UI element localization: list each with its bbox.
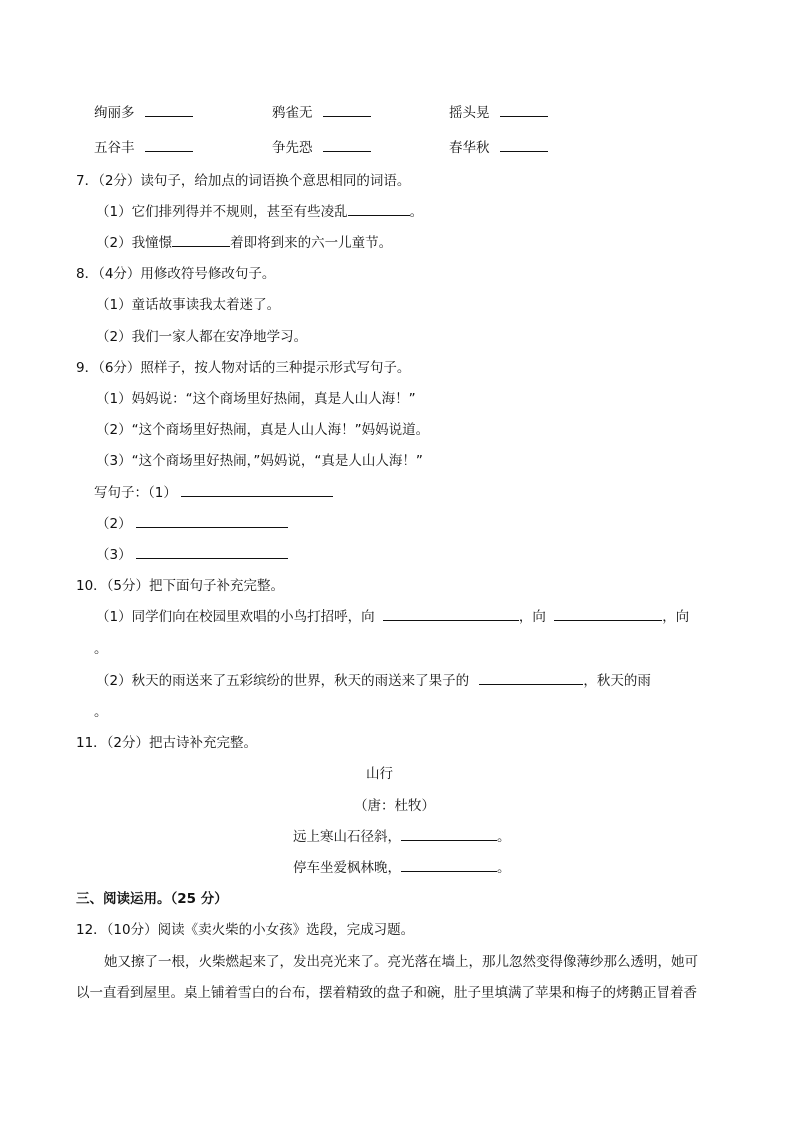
answer-blank[interactable] (500, 139, 548, 152)
q7-sentence-1: （1）它们排列得并不规则，甚至有些凌乱 。 (96, 204, 424, 220)
q9-example-3: （3）“这个商场里好热闹，”妈妈说，“真是人山人海！” (96, 453, 423, 469)
answer-blank[interactable] (323, 104, 371, 117)
word-fill-item: 春华秋 (449, 139, 548, 157)
answer-blank[interactable] (401, 828, 497, 841)
q10-sentence-2: （2）秋天的雨送来了五彩缤纷的世界，秋天的雨送来了果子的 ，秋天的雨 (96, 673, 651, 689)
answer-blank[interactable] (500, 104, 548, 117)
answer-blank[interactable] (145, 104, 193, 117)
word-fill-item: 鸦雀无 (272, 104, 371, 122)
q9-example-1: （1）妈妈说：“这个商场里好热闹，真是人山人海！” (96, 391, 416, 407)
q10-sentence-1: （1）同学们向在校园里欢唱的小鸟打招呼，向 ，向 ，向 (96, 609, 690, 625)
answer-blank[interactable] (401, 859, 497, 872)
q9-example-2: （2）“这个商场里好热闹，真是人山人海！”妈妈说道。 (96, 422, 430, 438)
answer-blank[interactable] (554, 608, 662, 621)
answer-blank[interactable] (323, 139, 371, 152)
q9-write-3: （3） (96, 546, 288, 564)
answer-blank[interactable] (136, 546, 288, 559)
q8-title: 8．（4分）用修改符号修改句子。 (76, 266, 276, 282)
poem-title: 山行 (366, 766, 393, 782)
poem-author: （唐：杜牧） (354, 798, 435, 814)
section-heading: 三、阅读运用。（25 分） (76, 891, 228, 907)
poem-line-2: 停车坐爱枫林晚， 。 (293, 860, 511, 876)
q10-sentence-1-end: 。 (94, 641, 108, 657)
answer-blank[interactable] (479, 672, 583, 685)
word-fill-item: 争先恐 (272, 139, 371, 157)
q7-sentence-2: （2）我憧憬 着即将到来的六一儿童节。 (96, 235, 393, 251)
answer-blank[interactable] (181, 484, 333, 497)
answer-blank[interactable] (172, 234, 230, 247)
word-fill-item: 摇头晃 (449, 104, 548, 122)
passage-line-2: 以一直看到屋里。桌上铺着雪白的台布，摆着精致的盘子和碗，肚子里填满了苹果和梅子的烤鹅正冒着香 (76, 985, 697, 1001)
passage-line-1: 她又擦了一根，火柴燃起来了，发出亮光来了。亮光落在墙上，那儿忽然变得像薄纱那么透明，她可 (104, 954, 698, 970)
answer-blank[interactable] (348, 203, 410, 216)
word-fill-item: 五谷丰 (94, 139, 193, 157)
q12-title: 12．（10分）阅读《卖火柴的小女孩》选段，完成习题。 (76, 922, 415, 938)
answer-blank[interactable] (383, 608, 519, 621)
answer-blank[interactable] (136, 515, 288, 528)
poem-line-1: 远上寒山石径斜， 。 (293, 829, 511, 845)
q9-write-2: （2） (96, 515, 288, 533)
q8-sentence-2: （2）我们一家人都在安净地学习。 (96, 329, 308, 345)
word-fill-item: 绚丽多 (94, 104, 193, 122)
q9-title: 9．（6分）照样子，按人物对话的三种提示形式写句子。 (76, 360, 411, 376)
q10-title: 10．（5分）把下面句子补充完整。 (76, 578, 285, 594)
q7-title: 7．（2分）读句子，给加点的词语换个意思相同的词语。 (76, 173, 411, 189)
q11-title: 11．（2分）把古诗补充完整。 (76, 735, 258, 751)
q10-sentence-2-end: 。 (94, 704, 108, 720)
q8-sentence-1: （1）童话故事读我太着迷了。 (96, 297, 281, 313)
q9-write-1: 写句子：（1） (94, 484, 333, 502)
answer-blank[interactable] (145, 139, 193, 152)
